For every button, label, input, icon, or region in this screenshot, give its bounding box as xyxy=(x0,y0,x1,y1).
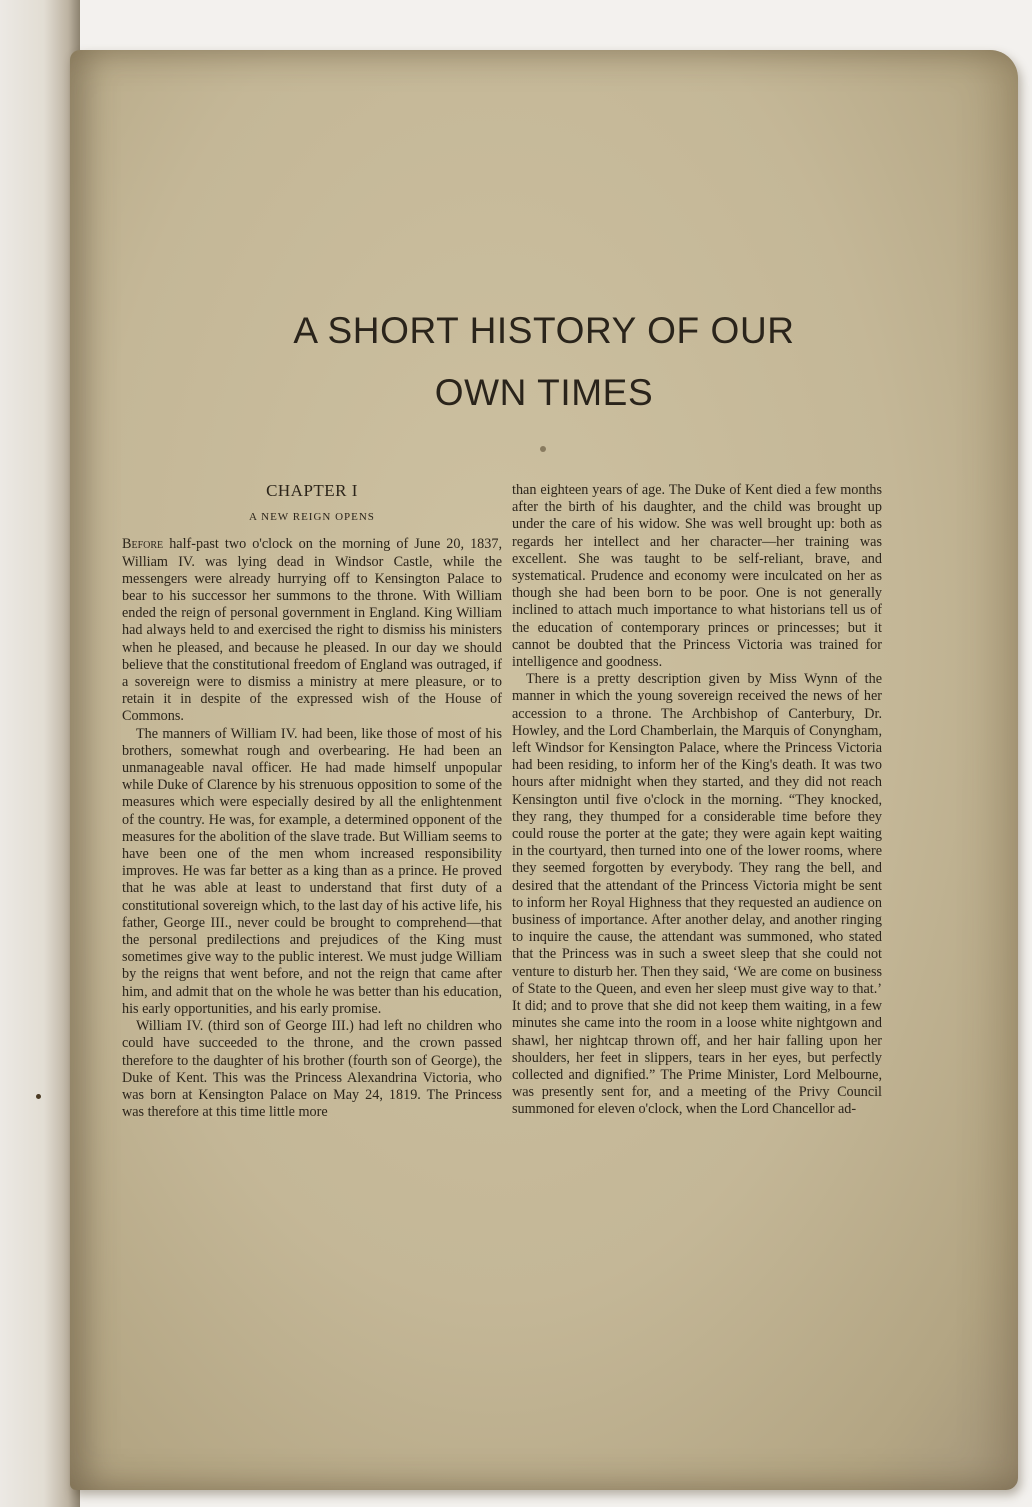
book-title-line-1: A SHORT HISTORY OF OUR xyxy=(293,310,795,351)
book-spine-shadow xyxy=(0,0,80,1507)
left-text-column xyxy=(122,482,502,1121)
right-text-column xyxy=(512,482,882,1119)
paragraph: William IV. (third son of George III.) had left no children who could have succeeded to the throne, and the crown passed therefore to the daughter of his brother (fourth son of George), the Duke of Kent. This was the Princess Alexandrina Victoria, who was born at Kensington Palace on May 24, 1819. The Princess was therefore at this time little more xyxy=(122,1018,502,1121)
book-title-line-2: OWN TIMES xyxy=(434,372,654,413)
paragraph: There is a pretty description given by Miss Wynn of the manner in which the young sovereign received the news of her accession to a throne. The Archbishop of Canterbury, Dr. Howley, and the Lord Chamberlain, the Marquis of Conyngham, left Windsor for Kensington Palace, where the Princess Victoria had been residing, to inform her of the King's death. It was two hours after midnight when they started, and they did not reach Kensington until five o'clock in the morning. “They knocked, they rang, they thumped for a considerable time before they could rouse the porter at the gate; they were again kept waiting in the courtyard, then turned into one of the lower rooms, where they seemed forgotten by everybody. They rang the bell, and desired that the attendant of the Princess Victoria might be sent to inform her Royal Highness that they requested an audience on business of importance. After another delay, and another ringing to inquire the cause, the attendant was summoned, who stated that the Princess was in such a sweet sleep that she could not venture to disturb her. Then they said, ‘We are come on business of State to the Queen, and even her sleep must give way to that.’ It did; and to prove that she did not keep them waiting, in a few minutes she came into the room in a loose white nightgown and shawl, her nightcap thrown off, and her hair falling upon her shoulders, her feet in slippers, tears in her eyes, but perfectly collected and dignified.” The Prime Minister, Lord Melbourne, was presently sent for, and a meeting of the Privy Council summoned for eleven o'clock, when the Lord Chancellor ad- xyxy=(512,671,882,1118)
paper-speck xyxy=(36,1094,41,1099)
paragraph: The manners of William IV. had been, like those of most of his brothers, somewhat rough and overbearing. He had been an unmanageable naval officer. He had made himself unpopular while Duke of Clarence by his strenuous opposition to some of the measures which were especially desired by all the enlightenment of the country. He was, for example, a determined opponent of the measures for the abolition of the slave trade. But William seems to have been one of the men whom increased responsibility improves. He was far better as a king than as a prince. He proved that he was able at least to understand that first duty of a constitutional sovereign which, to the last day of his active life, his father, George III., never could be brought to comprehend—that the personal predilections and prejudices of the King must sometimes give way to the public interest. We must judge William by the reigns that went before, and not the reign that came after him, and admit that on the whole he was better than his education, his early opportunities, and his early promise. xyxy=(122,725,502,1017)
chapter-subheading: A NEW REIGN OPENS xyxy=(249,511,375,524)
title-ornament-dot xyxy=(540,446,546,452)
book-title xyxy=(70,300,1018,424)
paragraph-text: half-past two o'clock on the morning of June 20, 1837, William IV. was lying dead in Windsor Castle, while the messengers were already hurrying off to Kensington Palace to bear to his successor her summons to the throne. With William ended the reign of personal government in England. King William had always held to and exercised the right to dismiss his ministers when he pleased, and because he pleased. In our day we should believe that the constitutional freedom of England was outraged, if a sovereign were to dismiss a ministry at mere pleasure, or to retain it in despite of the expressed wish of the House of Commons. xyxy=(122,536,503,725)
lead-word: Before xyxy=(122,536,164,553)
paragraph: than eighteen years of age. The Duke of Kent died a few months after the birth of his daughter, and the child was brought up under the care of his widow. She was well brought up: both as regards her intellect and her character—her training was excellent. She was taught to be self-reliant, brave, and systematical. Prudence and economy were inculcated on her as though she had been born to be poor. One is not generally inclined to attach much importance to what historians tell us of the education of contemporary princes or princesses; but it cannot be doubted that the Princess Victoria was trained for intelligence and goodness. xyxy=(512,482,882,671)
chapter-heading: CHAPTER I xyxy=(266,481,358,500)
paragraph xyxy=(122,536,502,725)
book-page xyxy=(70,50,1018,1490)
